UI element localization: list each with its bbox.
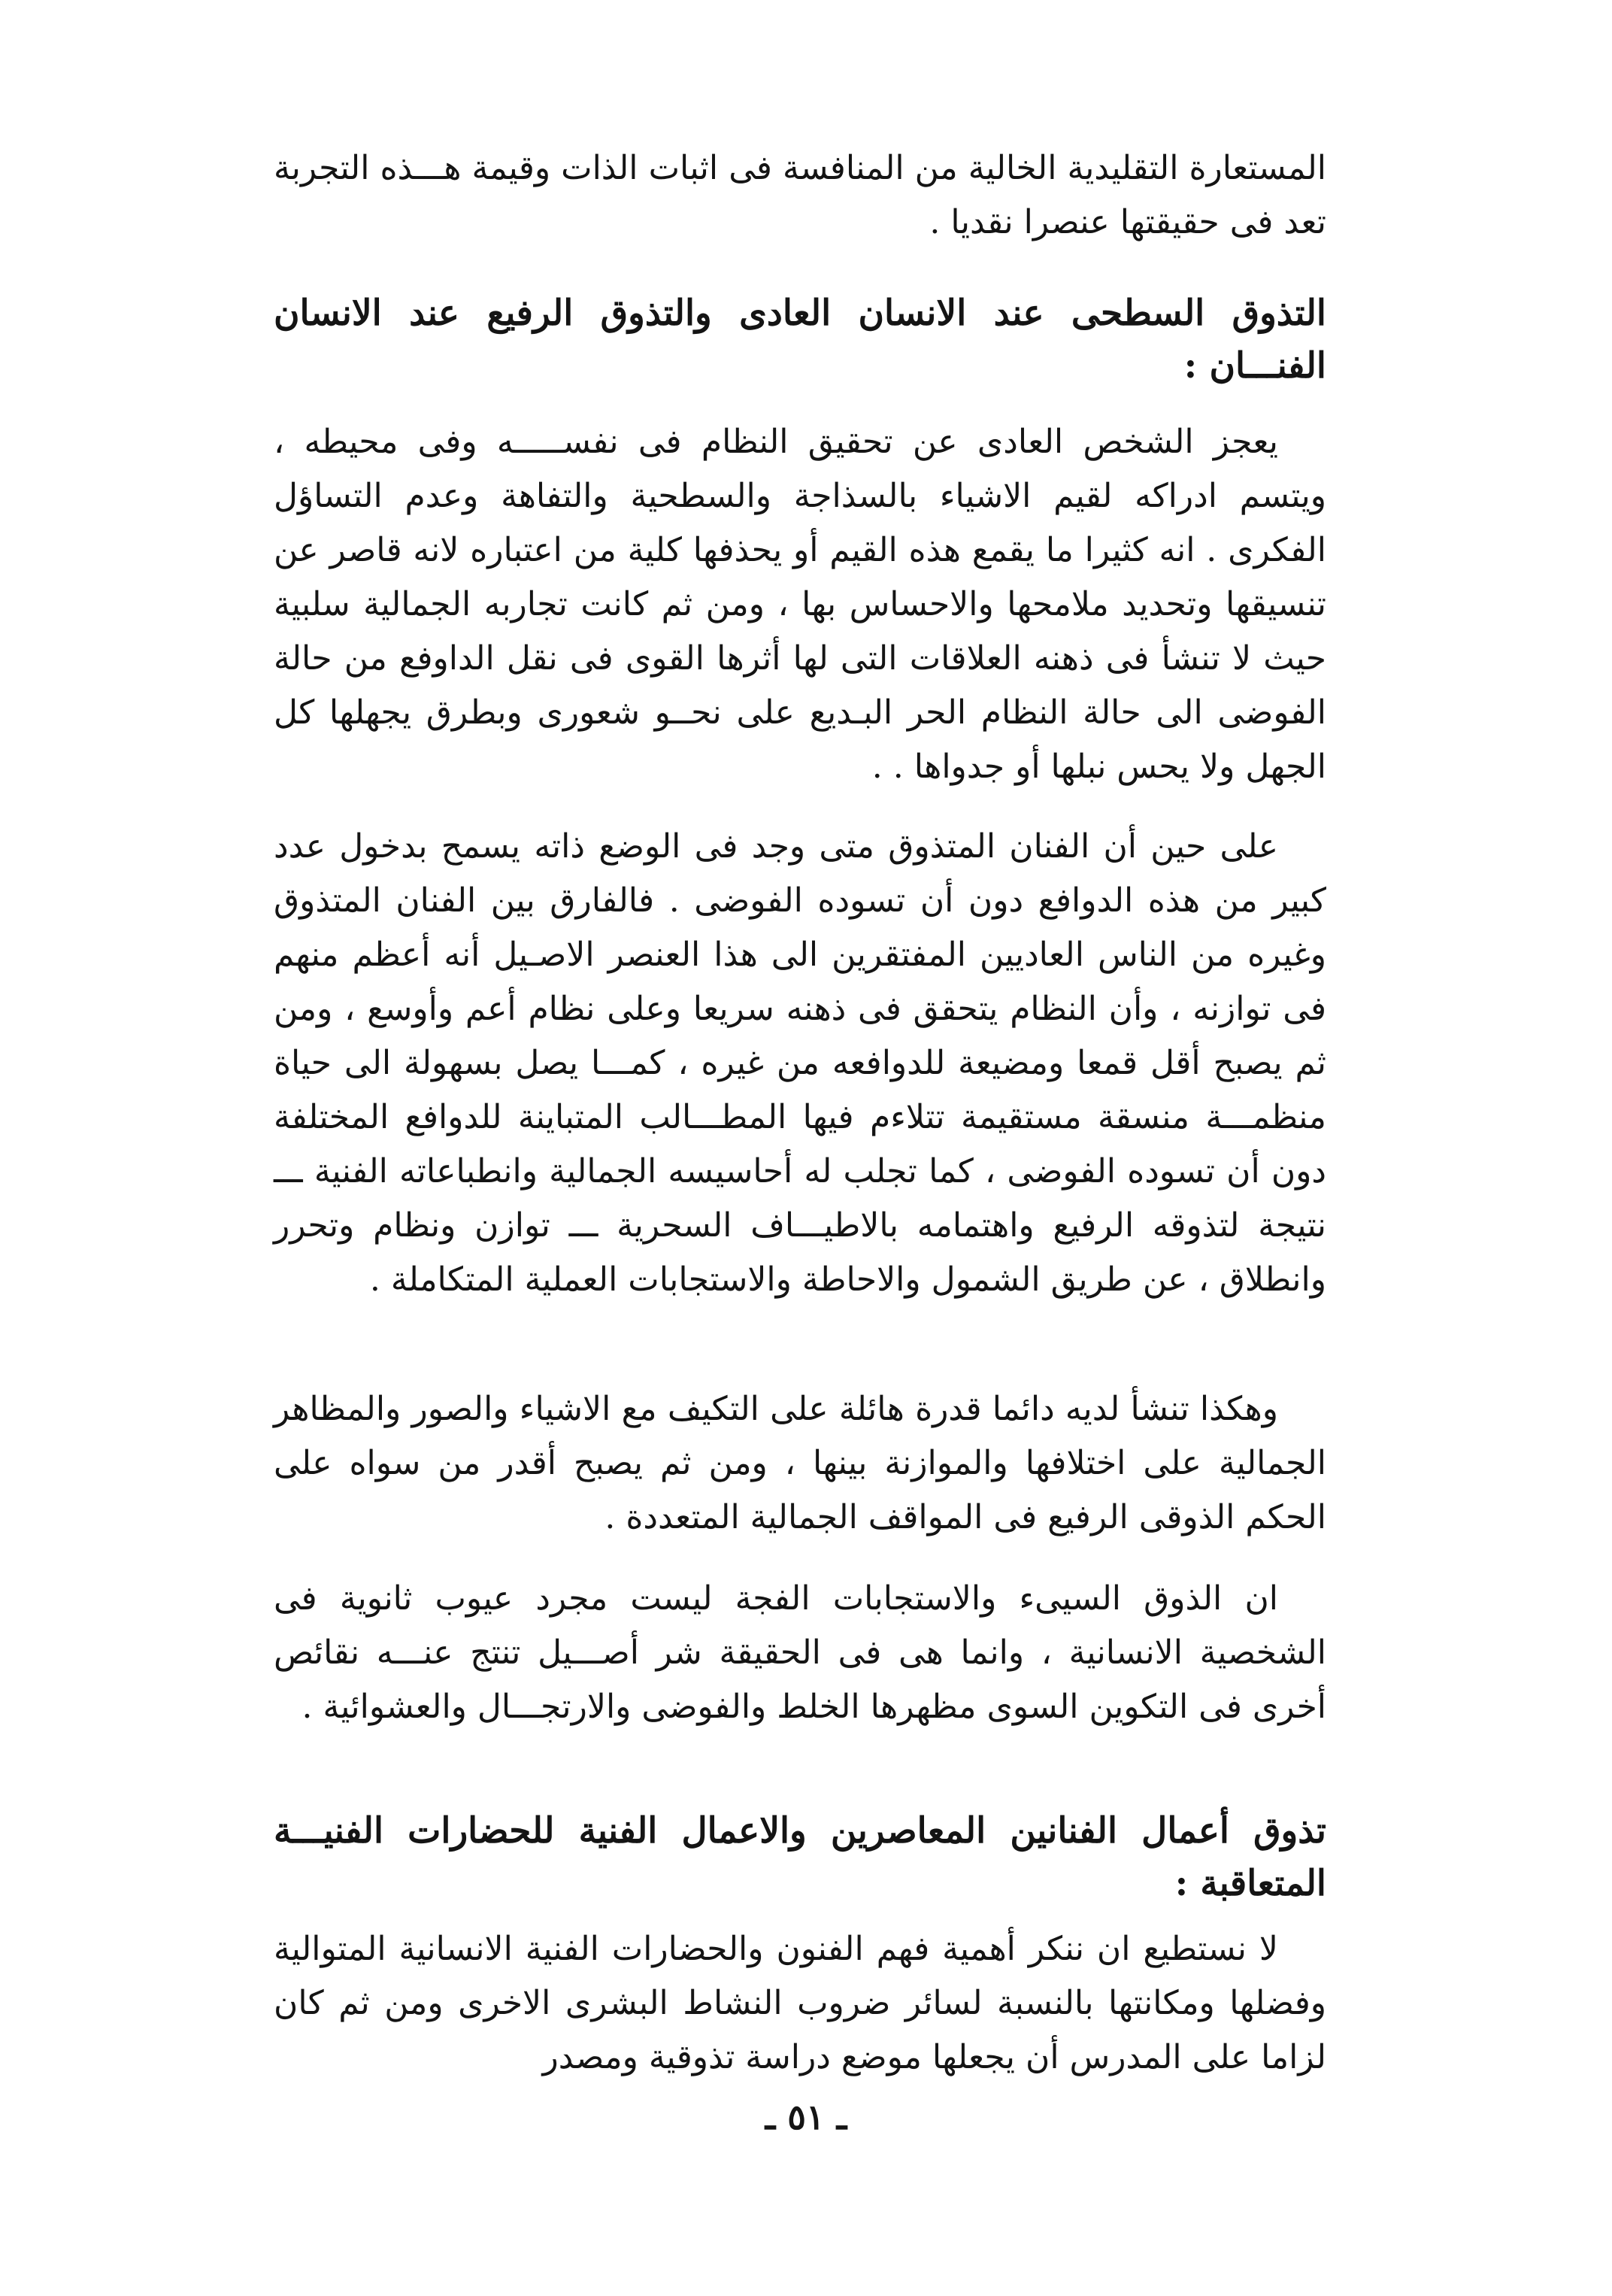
paragraph-adaptation: وهكذا تنشأ لديه دائما قدرة هائلة على التكيف مع الاشياء والصور والمظاهر الجمالية على اختلافها والموازنة بينها ، ومن ثم يصبح أقدر من سواه على الحكم الذوقى الرفيع فى المواقف الجمالية المتعددة . — [274, 1390, 1326, 1536]
paragraph-continuation: المستعارة التقليدية الخالية من المنافسة فى اثبات الذات وقيمة هـــذه التجربة تعد فى حقيقتها عنصرا نقديا . — [274, 149, 1326, 241]
paragraph-ordinary-person: يعجز الشخص العادى عن تحقيق النظام فى نفســـــه وفى محيطه ، ويتسم ادراكه لقيم الاشياء بالسذاجة والسطحية والتفاهة وعدم التساؤل الفكرى . انه كثيرا ما يقمع هذه القيم أو يحذفها كلية من اعتباره لانه قاصر عن تنسيقها وتحديد ملامحها والاحساس بها ، ومن ثم كانت تجاربه الجمالية سلبية حيث لا تنشأ فى ذهنه العلاقات التى لها أثرها القوى فى نقل الداوفع من حالة الفوضى الى حالة النظام الحر البـديع على نحــو شعورى وبطرق يجهلها كل الجهل ولا يحس نبلها أو جدواها . . — [274, 423, 1326, 786]
page-number: ـ ٥١ ـ — [765, 2097, 847, 2137]
section-heading-contemporary-art-appreciation: تذوق أعمال الفنانين المعاصرين والاعمال الفنية للحضارات الفنيـــة المتعاقبة : — [274, 1810, 1326, 1904]
paragraph-bad-taste: ان الذوق السيىء والاستجابات الفجة ليست مجرد عيوب ثانوية فى الشخصية الانسانية ، وانما هى فى الحقيقة شر أصـــيل تنتج عنـــه نقائص أخرى فى التكوين السوى مظهرها الخلط والفوضى والارتجـــال والعشوائية . — [274, 1579, 1326, 1726]
paragraph-art-civilizations: لا نستطيع ان ننكر أهمية فهم الفنون والحضارات الفنية الانسانية المتوالية وفضلها ومكانتها بالنسبة لسائر ضروب النشاط البشرى الاخرى ومن ثم كان لزاما على المدرس أن يجعلها موضع دراسة تذوقية ومصدر — [274, 1930, 1326, 2076]
paragraph-artist-taste: على حين أن الفنان المتذوق متى وجد فى الوضع ذاته يسمح بدخول عدد كبير من هذه الدوافع دون أن تسوده الفوضى . فالفارق بين الفنان المتذوق وغيره من الناس العاديين المفتقرين الى هذا العنصر الاصـيل أنه أعظم منهم فى توازنه ، وأن النظام يتحقق فى ذهنه سريعا وعلى نظام أعم وأوسع ، ومن ثم يصبح أقل قمعا ومضيعة للدوافعه من غيره ، كمـــا يصل بسهولة الى حياة منظمـــة منسقة مستقيمة تتلاءم فيها المطـــالب المتباينة للدوافع المختلفة دون أن تسوده الفوضى ، كما تجلب له أحاسيسه الجمالية وانطباعاته الفنية ـــ نتيجة لتذوقه الرفيع واهتمامه بالاطيـــاف السحرية ـــ توازن ونظام وتحرر وانطلاق ، عن طريق الشمول والاحاطة والاستجابات العملية المتكاملة . — [274, 827, 1326, 1299]
section-heading-superficial-vs-refined-taste: التذوق السطحى عند الانسان العادى والتذوق الرفيع عند الانسان الفنـــان : — [274, 293, 1326, 387]
